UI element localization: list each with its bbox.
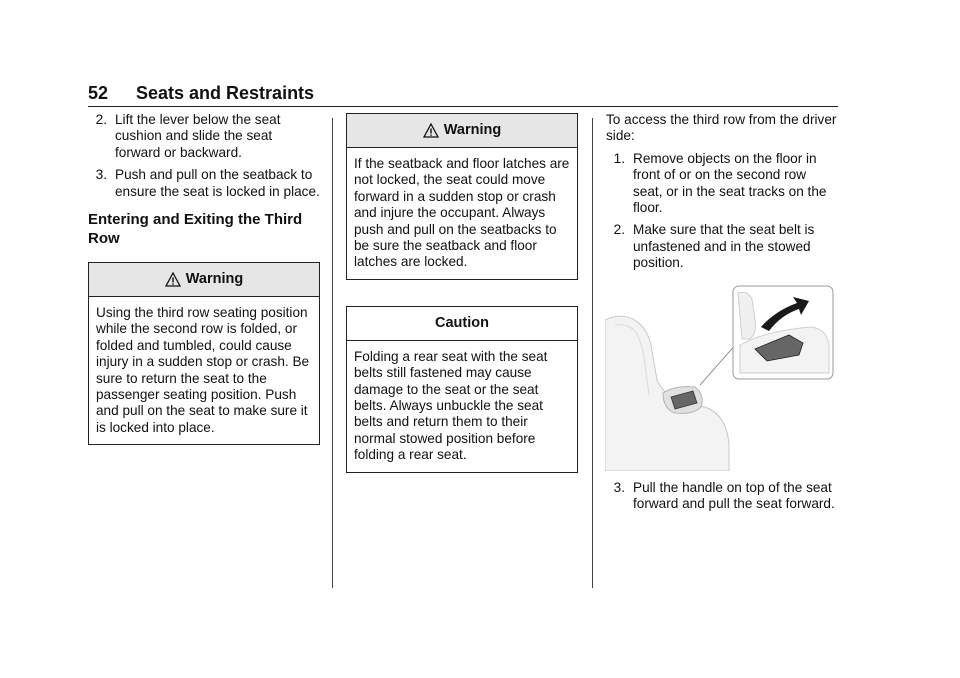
caution-box [346, 306, 578, 473]
column-right [606, 112, 838, 278]
step-text: Push and pull on the seatback to ensure the seat is locked in place. [115, 167, 320, 199]
step-text: Remove objects on the floor in front of or on the second row seat, or in the seat tracks on the floor. [633, 150, 827, 216]
list-item [606, 151, 838, 217]
warning-header [89, 263, 319, 297]
list-item [606, 480, 838, 513]
page-header [88, 82, 838, 107]
warning-title: Warning [443, 122, 502, 139]
column-middle [346, 113, 578, 473]
step-text: Pull the handle on top of the seat forward and pull the seat forward. [633, 480, 835, 512]
warning-box [346, 113, 578, 280]
warning-title: Warning [185, 271, 244, 288]
column-right-lower [606, 480, 838, 519]
list-item [88, 167, 320, 200]
warning-box [88, 262, 320, 445]
step-number: 1. [613, 150, 625, 166]
step-number: 2. [613, 222, 625, 238]
intro-text: To access the third row from the driver side: [606, 112, 837, 144]
column-divider [332, 118, 333, 588]
step-number: 3. [95, 167, 107, 183]
warning-body: If the seatback and floor latches are not locked, the seat could move forward in a sudden stop or crash and injure the occupant. Always push and pull on the seatbacks to be sure the seatback and floor latches are locked. [354, 156, 570, 270]
warning-triangle-icon [423, 123, 439, 139]
list-item [88, 112, 320, 161]
step-text: Make sure that the seat belt is unfastened and in the stowed position. [633, 222, 815, 271]
caution-header [347, 307, 577, 341]
warning-triangle-icon [165, 272, 181, 288]
subsection-heading: Entering and Exiting the Third Row [88, 211, 303, 248]
caution-body: Folding a rear seat with the seat belts still fastened may cause damage to the seat or the seat belts. Always unbuckle the seat belts and return them to their normal stowed position before folding a rear seat. [354, 348, 548, 463]
step-number: 3. [613, 480, 625, 495]
caution-title: Caution [435, 315, 489, 332]
seat-handle-illustration [605, 285, 835, 471]
page-number: 52 [88, 83, 109, 103]
step-number: 2. [95, 112, 107, 127]
section-title: Seats and Restraints [136, 83, 315, 103]
warning-body: Using the third row seating position while the second row is folded, or folded and tumbled, could cause injury in a sudden stop or crash. Be sure to return the seat to the passenger seating position. Push and pull on the seat to make sure it is locked into place. [96, 305, 310, 435]
warning-header [347, 114, 577, 148]
step-text: Lift the lever below the seat cushion and slide the seat forward or backward. [115, 112, 281, 160]
column-divider [592, 118, 593, 588]
list-item [606, 222, 838, 271]
column-left [88, 112, 320, 445]
